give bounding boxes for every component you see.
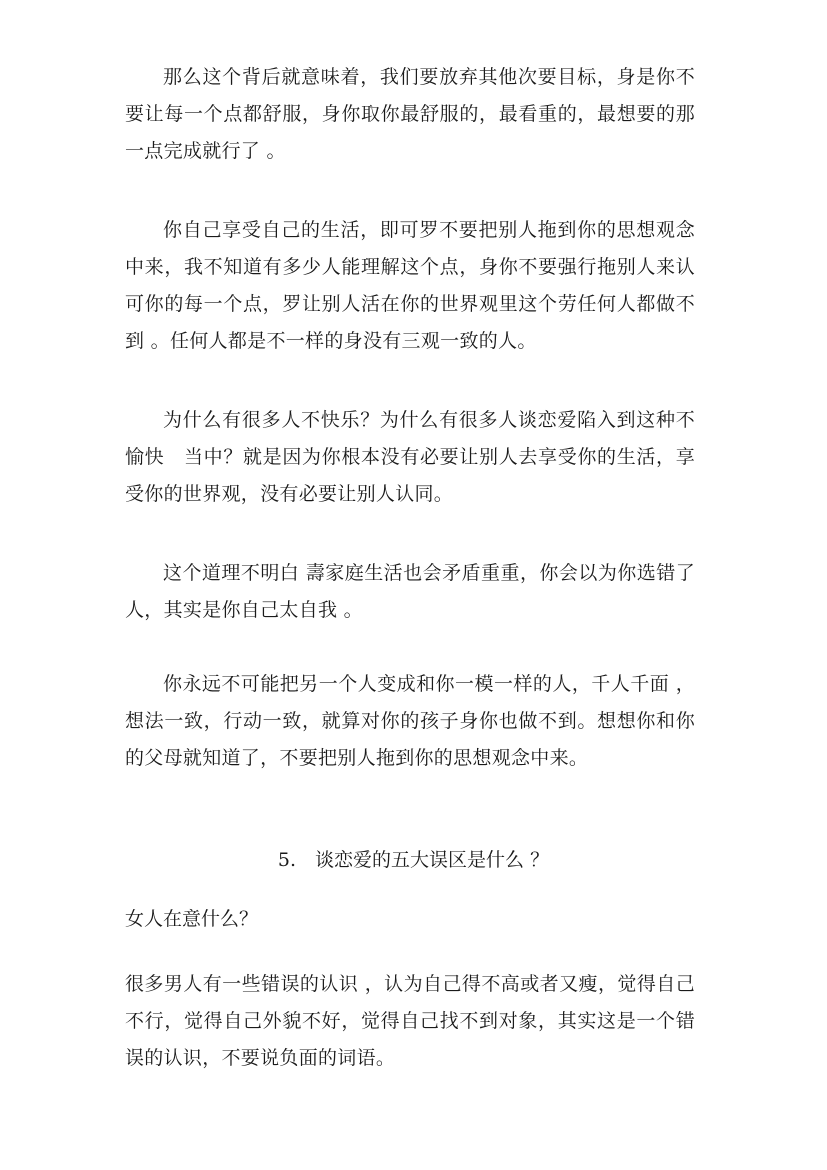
paragraph-5: 你永远不可能把另一个人变成和你一模一样的人，千人千面 ，想法一致，行动一致，就算对你的孩子身你也做不到。想想你和你的父母就知道了，不要把别人拖到你的思想观念中来。 [125,673,695,769]
section-question: 女人在意什么？ [125,908,259,930]
paragraph-3: 为什么有很多人不快乐？为什么有很多人谈恋爱陷入到这种不愉快 当中？就是因为你根本没有必要让别人去享受你的生活，享受你的世界观，没有必要让别人认同。 [125,409,695,505]
paragraph-6: 很多男人有一些错误的认识 ，认为自己得不高或者又瘦，觉得自己不行，觉得自己外貌不好，觉得自己找不到对象，其实这是一个错误的认识，不要说负面的词语。 [125,973,695,1069]
paragraph-2: 你自己享受自己的生活，即可罗不要把别人拖到你的思想观念中来，我不知道有多少人能理解这个点，身你不要强行拖别人来认可你的每一个点，罗让别人活在你的世界观里这个劳任何人都做不到 。任何人都是不一样的身没有三观一致的人。 [125,219,695,352]
paragraph-1: 那么这个背后就意味着，我们要放弃其他次要目标，身是你不要让每一个点都舒服，身你取你最舒服的，最看重的，最想要的那一点完成就行了 。 [125,66,695,162]
paragraph-4: 这个道理不明白 壽家庭生活也会矛盾重重，你会以为你选错了人，其实是你自己太自我 。 [125,562,695,621]
section-heading: 5. 谈恋爱的五大误区是什么 ？ [277,849,550,871]
